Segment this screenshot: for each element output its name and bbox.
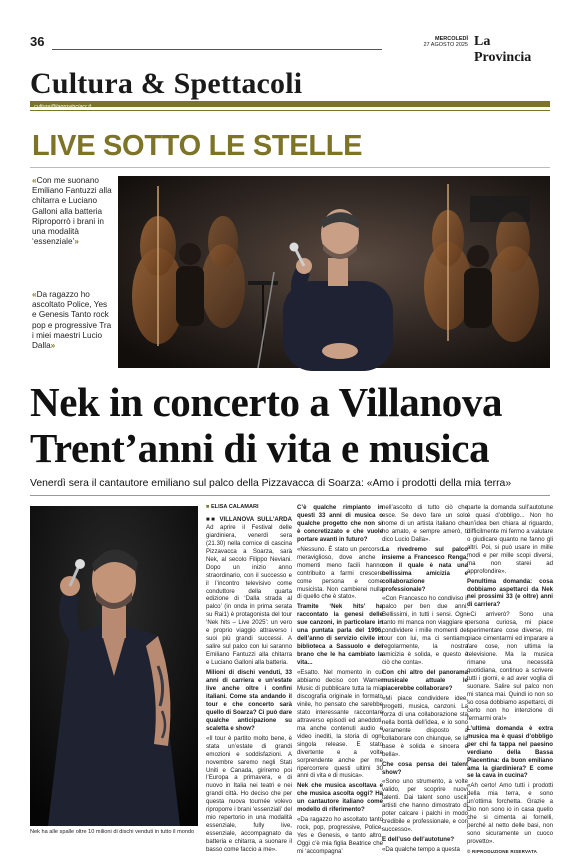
- interview-answer: «Da ragazzo ho ascoltato tanto rock, pop, progressive, Police, Yes e Genesis, e tanto altro. Oggi c’è mia figlia Beatrice che mi ‘accompagna’: [297, 816, 383, 856]
- issue-day: MERCOLEDÌ: [435, 36, 468, 42]
- article-column-4: [467, 504, 553, 856]
- interview-question: L’ultima domanda è extra musica ma è quasi d’obbligo per chi fa tappa nel paesino verdiano della Bassa Piacentina: da buon emiliano ama la giardiniera? E come se la cava in cucina?: [467, 724, 553, 780]
- interview-question: Nek che musica ascoltava e che musica ascolta oggi? Ha un cantautore italiano come modello di riferimento?: [297, 782, 383, 814]
- interview-question: Che cosa pensa dei talent show?: [382, 760, 468, 776]
- interview-answer: «Sono uno strumento, a volte valido, per scoprire nuovi talenti. Dai talent sono usciti artisti che hanno dimostrato di poter calcare i palchi in modo credibile e professionale, e con successo».: [382, 778, 468, 834]
- kicker: LIVE SOTTO LE STELLE: [32, 130, 363, 162]
- interview-answer: «Mi piace condividere idee, progetti, musica, canzoni. La forza di una collaborazione sta nella bontà dell’idea, e io sono veramente disposto a collaborare con chiunque, se la base è solida e sincera e bella».: [382, 694, 468, 758]
- issue-date-text: 27 AGOSTO 2025: [423, 42, 468, 48]
- interview-question: Tramite ‘Nek hits’ ha raccontato la genesi delle sue canzoni, in particolare in una puntata parla del 1996, dell’anno di servizio civile in biblioteca a Sassuolo e del brano che le ha cambiato la vita...: [297, 603, 383, 667]
- masthead-logo: La Provincia: [474, 34, 532, 65]
- interview-question: Milioni di dischi venduti, 33 anni di carriera e un’estate live anche oltre i confini italiani. Come sta andando il tour e che concerto sarà quello di Soarza? Ci può dare qualche anticipazione su scaletta e show?: [206, 669, 292, 732]
- section-rule: [30, 110, 550, 111]
- quote-close-mark: »: [74, 237, 79, 247]
- page-header: [30, 34, 550, 65]
- interview-answer: «Nessuno. È stato un percorso meraviglioso, dove anche i momenti meno facili hanno contribuito a farmi crescere come persona e come musicista. Non cambierei nulla di quello che è stato».: [297, 545, 383, 601]
- article-subtitle: Venerdì sera il cantautore emiliano sul palco della Pizzavacca di Soarza: «Amo i prodotti della mia terra»: [30, 478, 512, 489]
- article-column-1: [206, 504, 292, 856]
- paragraph-text: Ad aprire il Festival delle giardiniera, venerdì sera (21.30) nella cornice di cascina Pizzavacca a Soarza, sarà Nek, al secolo Filippo Neviani. Dopo un inizio anno straordinario, con il successo e il l’incontro televisivo come conduttore della quarta edizione di ‘Dalla strada al palco’ (in onda in prima serata su Rai1) è protagonista del tour ‘Nek hits – Live 2025’: un vero e proprio viaggio attraverso i suoi più grandi successi. A salire sul palco con lui saranno Emiliano Fantuzzi alla chitarra e Luciano Galloni alla batteria.: [206, 523, 292, 667]
- section-bar: [30, 101, 550, 107]
- pull-quote-text: Con me suonano Emiliano Fantuzzi alla chitarra e Luciano Galloni alla batteria Riproporrò i brani in una modalità ‘essenziale’: [32, 176, 112, 247]
- dateline-marker: ■■: [206, 515, 217, 523]
- interview-answer: nell’ascolto di tutto ciò che esce. Se devo fare un solo nome di un artista italiano che ho amato, e sempre amerò, ti dico Lucio Dalla».: [382, 504, 468, 543]
- interview-answer: «Con Francesco ho condiviso il palco per ben due anni. Bellissimi, in tutti i sensi. Ogni tanto mi manca non viaggiare e condividere i mille momenti del tour con lui, ma ci sentiamo regolarmente, la nostra amicizia è solida, e questo è ciò che conta».: [382, 595, 468, 667]
- interview-answer: «Ah certo! Amo tutti i prodotti della mia terra, e sono un’ottima forchetta. Grazie a Dio non sono io in casa quello che si cimenta ai fornelli, perché al netto delle basi, non sono sicuramente un cuoco provetto».: [467, 782, 553, 846]
- article-title-line-2: Trent’anni di vita e musica: [30, 425, 490, 471]
- page-number: 36: [30, 34, 45, 49]
- photo-caption: Nek ha alle spalle oltre 10 milioni di dischi venduti in tutto il mondo: [30, 829, 195, 835]
- concert-photo-illustration: [118, 176, 550, 368]
- issue-date: [418, 36, 468, 48]
- section-title: Cultura & Spettacoli: [30, 67, 303, 100]
- interview-answer: «Ci arriverò? Sono una persona curiosa, mi piace sperimentare cose diverse, mi piace cimentarmi ed imparare a fare cose, non ultima la televisione. Ma la musica rimane una necessità quotidiana, continuo a scrivere tutti i giorni, e ad aver voglia di suonare. Salire sul palco non mi stanca mai. Quindi io non so so cosa dobbiamo aspettarci, di certo non ho intenzione di fermarmi ora!»: [467, 611, 553, 722]
- byline-author: ELISA CALAMARI: [210, 504, 259, 510]
- interview-answer: parte la domanda sull’autotune è quasi d’obbligo... Non ho un’idea ben chiara al riguardo, difficilmente mi fermo a valutare o giudicare quanto ne fanno gli altri. Poi, si può usare in mille modi e per mille scopi diversi, ma non starei ad approfondire».: [467, 504, 553, 575]
- interview-answer: «Il tour è partito molto bene, è stata un’estate di grandi emozioni e soddisfazioni. A novembre saremo negli Stati Uniti e Canada, giriremo poi l’Europa a primavera, e di nuovo in Italia nei teatri e nei grandi città. Ho deciso che per questa nuova tournée volevo riproporre i brani ‘essenziali’ del mio repertorio in una modalità essenziale, fully live, essenziale, accompagnato da batteria e chitarra, a suonare il basso come faccio a me».: [206, 734, 292, 854]
- article-column-2: [297, 504, 383, 858]
- section-email[interactable]: cultura@laprovinciacr.it: [34, 104, 92, 110]
- interview-question: La rivedremo sul palco insieme a Francesco Renga, con il quale è nata una bellissima amicizia e collaborazione professionale?: [382, 545, 468, 593]
- interview-answer: «Da qualche tempo a questa: [382, 846, 460, 854]
- subtitle-rule: [30, 495, 550, 496]
- byline: [206, 504, 292, 512]
- pull-quote-1: [32, 176, 112, 247]
- article-paragraph: [206, 516, 292, 667]
- article-title-line-1: Nek in concerto a Villanova: [30, 379, 503, 425]
- interview-question: C’è qualche rimpianto in questi 33 anni di musica o qualche progetto che non si è concretizzato e che vuole portare avanti in futuro?: [297, 504, 383, 543]
- copyright-notice: © RIPRODUZIONE RISERVATA: [467, 849, 538, 855]
- quote-close-mark: »: [50, 341, 56, 351]
- interview-question: Penultima domanda: cosa dobbiamo aspettarci da Nek nei prossimi 33 (e oltre) anni di carriera?: [467, 577, 553, 609]
- dateline: VILLANOVA SULL’ARDA: [219, 515, 292, 523]
- interview-question: E dell’uso dell’autotune?: [382, 836, 455, 844]
- portrait-photo: [30, 506, 198, 826]
- pull-quote-2: [32, 290, 112, 351]
- portrait-photo-illustration: [30, 506, 198, 826]
- header-rule: [52, 49, 382, 50]
- pull-quote-text: Da ragazzo ho ascoltato Police, Yes e Genesis Tanto rock pop e progressive Tra i miei maestri Lucio Dalla: [32, 290, 112, 351]
- quote-open-mark: «: [32, 290, 37, 299]
- kicker-rule: [30, 167, 550, 168]
- concert-photo: [118, 176, 550, 368]
- interview-question: Con chi altro del panorama musicale attuale le piacerebbe collaborare?: [382, 669, 468, 692]
- interview-answer: «Esatto. Nel momento in cui abbiamo deciso con Warner Music di pubblicare tutta la mia discografia originale in formato vinile, ho pensato che sarebbe stato interessante raccontare attraverso episodi ed aneddoti, ma anche contenuti audio e video inediti, la storia di ogni singola release. E stato divertente e a volte sorprendente anche per me ripercorrere questi ultimi 30 anni di vita e di musica».: [297, 669, 383, 780]
- quote-open-mark: «: [32, 176, 37, 185]
- byline-marker: ■: [206, 504, 210, 510]
- article-column-3: [382, 504, 468, 856]
